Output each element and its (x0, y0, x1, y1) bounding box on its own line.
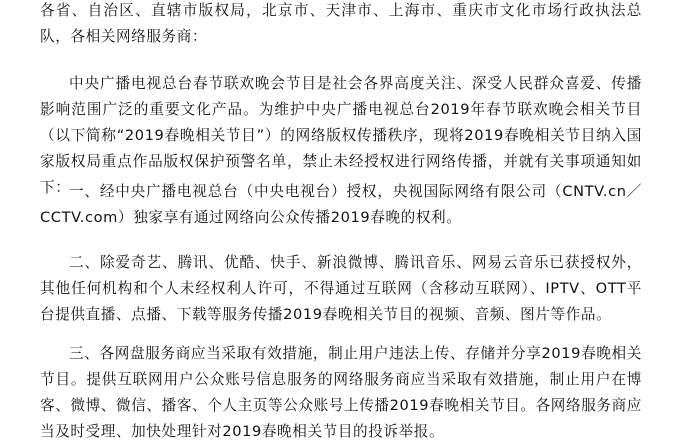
intro-paragraph: 中央广播电视总台春节联欢晚会节目是社会各界高度关注、深受人民群众喜爱、传播影响范围广泛的重要文化产品。为维护中央广播电视总台2019年春节联欢晚会相关节目（以下简称“2019春晚相关节目”）的网络版权传播秩序，现将2019春晚相关节目纳入国家版权局重点作品版权保护预警名单，禁止未经授权进行网络传播，并就有关事项通知如下： (40, 75, 642, 196)
item-three-paragraph: 三、各网盘服务商应当采取有效措施，制止用户违法上传、存储并分享2019春晚相关节目。提供互联网用户公众账号信息服务的网络服务商应当采取有效措施，制止用户在博客、微博、微信、播客、个人主页等公众账号上传播2019春晚相关节目。各网络服务商应当及时受理、加快处理针对2019春晚相关节目的投诉举报。 (40, 345, 642, 440)
salutation-paragraph: 各省、自治区、直辖市版权局，北京市、天津市、上海市、重庆市文化市场行政执法总队，各相关网络服务商： (40, 2, 642, 45)
item-two-paragraph: 二、除爱奇艺、腾讯、优酷、快手、新浪微博、腾讯音乐、网易云音乐已获授权外，其他任何机构和个人未经权利人许可，不得通过互联网（含移动互联网）、IPTV、OTT平台提供直播、点播、下载等服务传播2019春晚相关节目的视频、音频、图片等作品。 (40, 254, 642, 323)
item-one-paragraph: 一、经中央广播电视总台（中央电视台）授权，央视国际网络有限公司（CNTV.cn／CCTV.com）独家享有通过网络向公众传播2019春晚的权利。 (40, 183, 642, 226)
